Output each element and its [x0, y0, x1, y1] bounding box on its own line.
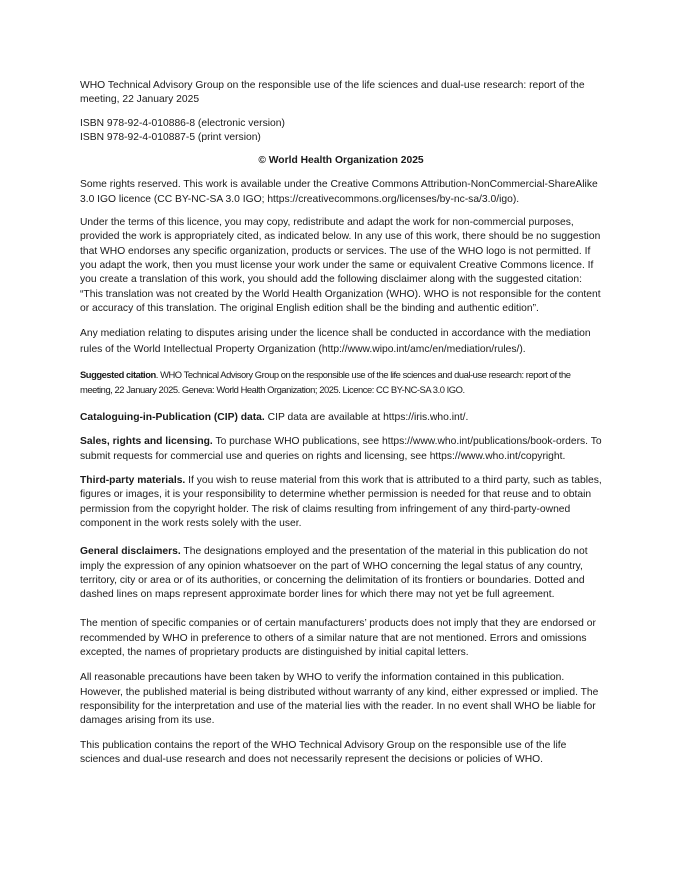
- isbn-print: ISBN 978-92-4-010887-5 (print version): [80, 131, 261, 143]
- sales-paragraph: [80, 435, 602, 464]
- third-party-text: If you wish to reuse material from this work that is attributed to a third party, such as tables, figures or images, it is your responsibility to determine whether permission is needed for that reuse and to obtain permission from the copyright holder. The risk of claims resulting from infringement of any third-party-owned component in the work rests solely with the user.: [80, 475, 602, 529]
- sales-text: To purchase WHO publications, see https://www.who.int/publications/book-orders. To submit requests for commercial use and queries on rights and licensing, see https://www.who.int/copyright.: [80, 436, 602, 462]
- cip-label: Cataloguing-in-Publication (CIP) data.: [80, 412, 265, 424]
- general-disclaimers-text: The designations employed and the presentation of the material in this publication do not imply the expression of any opinion whatsoever on the part of WHO concerning the legal status of any country, territory, city or area or of its authorities, or concerning the delimitation of its frontiers or boundaries. Dotted and dashed lines on maps represent approximate border lines for which there may not yet be full agreement.: [80, 546, 588, 601]
- copyright-page: [80, 79, 602, 767]
- suggested-citation-text: . WHO Technical Advisory Group on the responsible use of the life sciences and dual-use research: report of the meeting, 22 January 2025. Geneva: World Health Organization; 2025. Licence: CC BY-NC-SA 3.0 IGO.: [80, 369, 571, 395]
- third-party-label: Third-party materials.: [80, 475, 186, 487]
- copyright-notice: © World Health Organization 2025: [258, 155, 424, 167]
- rights-reserved-paragraph: Some rights reserved. This work is available under the Creative Commons Attribution-NonCommercial-ShareAlike 3.0 IGO licence (CC BY-NC-SA 3.0 IGO; https://creativecommons.org/licenses/by-nc-sa/3.0/igo).: [80, 179, 598, 205]
- suggested-citation-paragraph: [80, 368, 602, 397]
- licence-terms-paragraph: Under the terms of this licence, you may copy, redistribute and adapt the work for non-commercial purposes, provided the work is appropriately cited, as indicated below. In any use of this work, there should be no suggestion that WHO endorses any specific organization, products or services. The use of the WHO logo is not permitted. If you adapt the work, then you must license your work under the same or equivalent Creative Commons licence. If you create a translation of this work, you should add the following disclaimer along with the suggested citation: “This translation was not created by the World Health Organization (WHO). WHO is not responsible for the content or accuracy of this translation. The original English edition shall be the binding and authentic edition”.: [80, 217, 601, 314]
- general-disclaimers-paragraph: [80, 545, 602, 602]
- closing-paragraph: This publication contains the report of the WHO Technical Advisory Group on the responsible use of the life sciences and dual-use research and does not necessarily represent the decisions or policies of WHO.: [80, 739, 567, 765]
- mediation-paragraph: Any mediation relating to disputes arising under the licence shall be conducted in accordance with the mediation rules of the World Intellectual Property Organization (http://www.wipo.int/amc/en/mediation/rules/).: [80, 328, 591, 355]
- third-party-paragraph: [80, 474, 602, 531]
- mention-paragraph: The mention of specific companies or of certain manufacturers’ products does not imply that they are endorsed or recommended by WHO in preference to others of a similar nature that are not mentioned. Errors and omissions excepted, the names of proprietary products are distinguished by initial capital letters.: [80, 618, 596, 659]
- general-disclaimers-label: General disclaimers.: [80, 546, 181, 558]
- cip-text: CIP data are available at https://iris.who.int/.: [264, 412, 469, 424]
- suggested-citation-label: Suggested citation: [80, 369, 156, 381]
- precautions-paragraph: All reasonable precautions have been taken by WHO to verify the information contained in this publication. However, the published material is being distributed without warranty of any kind, either expressed or implied. The responsibility for the interpretation and use of the material lies with the reader. In no event shall WHO be liable for damages arising from its use.: [80, 672, 599, 727]
- report-title: WHO Technical Advisory Group on the responsible use of the life sciences and dual-use research: report of the meeting, 22 January 2025: [80, 80, 585, 106]
- cip-paragraph: [80, 411, 602, 425]
- isbn-block: [80, 117, 602, 146]
- isbn-electronic: ISBN 978-92-4-010886-8 (electronic version): [80, 117, 285, 129]
- sales-label: Sales, rights and licensing.: [80, 436, 213, 448]
